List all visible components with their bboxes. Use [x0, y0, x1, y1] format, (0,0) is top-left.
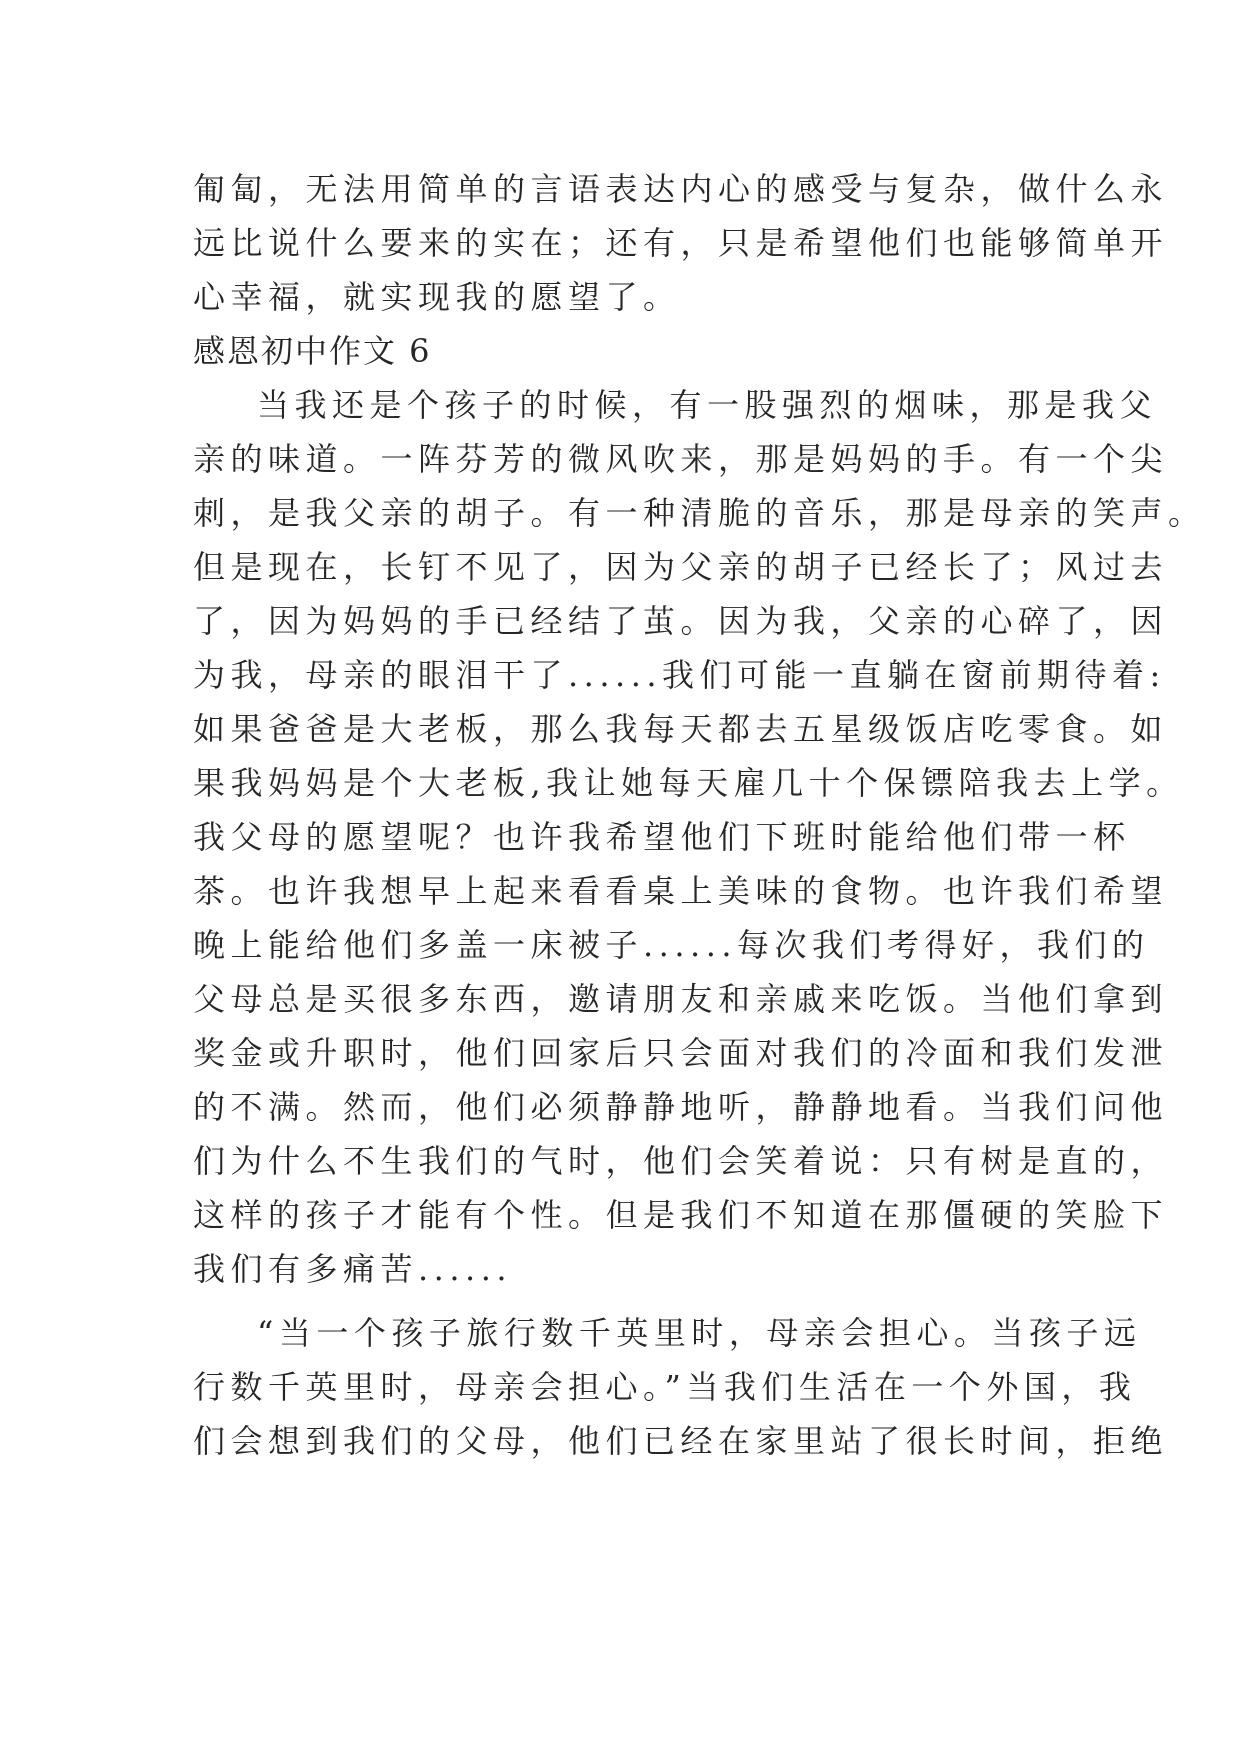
paragraph1-line: 茶。也许我想早上起来看看桌上美味的食物。也许我们希望	[193, 872, 1169, 910]
paragraph1-line: 刺，是我父亲的胡子。有一种清脆的音乐，那是母亲的笑声。	[193, 494, 1206, 532]
paragraph1-line: 如果爸爸是大老板，那么我每天都去五星级饭店吃零食。如	[193, 710, 1169, 748]
paragraph1-line: 果我妈妈是个大老板,我让她每天雇几十个保镖陪我去上学。	[193, 764, 1184, 802]
paragraph1-line: 我父母的愿望呢？也许我希望他们下班时能给他们带一杯	[193, 818, 1131, 856]
intro-line: 匍匐，无法用简单的言语表达内心的感受与复杂，做什么永	[193, 170, 1169, 208]
paragraph2-line: 们会想到我们的父母，他们已经在家里站了很长时间，拒绝	[193, 1422, 1169, 1460]
intro-line: 远比说什么要来的实在；还有，只是希望他们也能够简单开	[193, 224, 1169, 262]
intro-line: 心幸福，就实现我的愿望了。	[193, 278, 681, 316]
paragraph1-line: 亲的味道。一阵芬芳的微风吹来，那是妈妈的手。有一个尖	[193, 440, 1169, 478]
paragraph2-line: “当一个孩子旅行数千英里时，母亲会担心。当孩子远	[257, 1314, 1142, 1352]
paragraph1-line: 这样的孩子才能有个性。但是我们不知道在那僵硬的笑脸下	[193, 1196, 1169, 1234]
paragraph1-line: 的不满。然而，他们必须静静地听，静静地看。当我们问他	[193, 1088, 1169, 1126]
paragraph1-line: 为我，母亲的眼泪干了......我们可能一直躺在窗前期待着:	[193, 656, 1166, 694]
paragraph1-line: 们为什么不生我们的气时，他们会笑着说：只有树是直的，	[193, 1142, 1169, 1180]
paragraph1-line: 晚上能给他们多盖一床被子......每次我们考得好，我们的	[193, 926, 1150, 964]
paragraph1-line: 了，因为妈妈的手已经结了茧。因为我，父亲的心碎了，因	[193, 602, 1169, 640]
paragraph1-line: 当我还是个孩子的时候，有一股强烈的烟味，那是我父	[257, 386, 1158, 424]
section-title: 感恩初中作文 6	[193, 332, 432, 370]
paragraph1-line: 奖金或升职时，他们回家后只会面对我们的冷面和我们发泄	[193, 1034, 1169, 1072]
paragraph2-line: 行数千英里时，母亲会担心。”当我们生活在一个外国，我	[193, 1368, 1137, 1406]
paragraph1-line: 父母总是买很多东西，邀请朋友和亲戚来吃饭。当他们拿到	[193, 980, 1169, 1018]
paragraph1-line: 我们有多痛苦......	[193, 1250, 513, 1288]
paragraph1-line: 但是现在，长钉不见了，因为父亲的胡子已经长了；风过去	[193, 548, 1169, 586]
